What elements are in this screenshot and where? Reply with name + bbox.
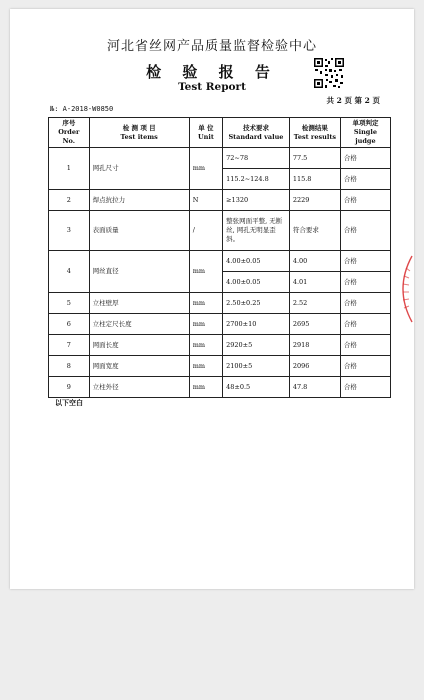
table-row: 3 表面质量 / 整张网面平整, 无断丝, 网孔无明显歪斜。 符合要求 合格 (49, 211, 391, 251)
qr-code-icon (313, 57, 345, 89)
seal-stamp-icon (390, 254, 414, 324)
report-number: №: A-2018-W0850 (50, 105, 114, 113)
col-standard: 技术要求 Standard value (223, 118, 290, 148)
table-row: 2 焊点抗拉力 N ≥1320 2229 合格 (49, 190, 391, 211)
table-row: 9 立柱外径 mm 48±0.5 47.8 合格 (49, 377, 391, 398)
col-judge: 单项判定 Single judge (340, 118, 390, 148)
table-row: 115.2~124.8 115.8 合格 (49, 169, 391, 190)
table-row: 4 网丝直径 mm 4.00±0.05 4.00 合格 (49, 251, 391, 272)
page-indicator: 共 2 页 第 2 页 (326, 96, 380, 105)
table-row: 7 网面长度 mm 2920±5 2918 合格 (49, 335, 391, 356)
end-note: 以下空白 (55, 398, 83, 407)
col-order: 序号 Order No. (49, 118, 90, 148)
col-test-items: 检 测 项 目 Test items (89, 118, 189, 148)
report-title-cn: 检 验 报 告 (146, 63, 278, 81)
table-row: 1 网孔尺寸 mm 72~78 77.5 合格 (49, 148, 391, 169)
report-sheet (10, 9, 414, 589)
table-row: 5 立柱壁厚 mm 2.50±0.25 2.52 合格 (49, 293, 391, 314)
table-row: 6 立柱定尺长度 mm 2700±10 2695 合格 (49, 314, 391, 335)
results-table (48, 117, 391, 398)
report-title-en: Test Report (178, 81, 246, 93)
table-header-row (49, 118, 391, 148)
col-unit: 单 位 Unit (189, 118, 222, 148)
table-row: 8 网面宽度 mm 2100±5 2096 合格 (49, 356, 391, 377)
col-results: 检测结果 Test results (289, 118, 340, 148)
table-row: 4.00±0.05 4.01 合格 (49, 272, 391, 293)
institution-title: 河北省丝网产品质量监督检验中心 (106, 39, 317, 54)
